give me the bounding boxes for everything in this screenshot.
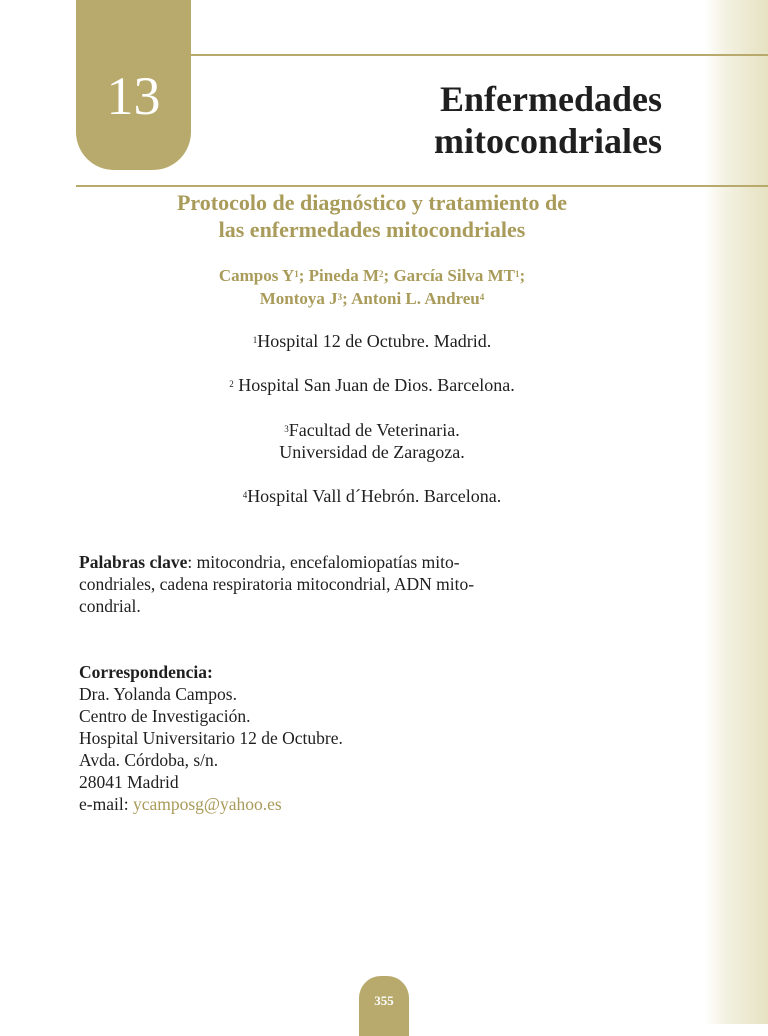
subtitle-line1: Protocolo de diagnóstico y tratamiento de [176,190,568,215]
correspondence-email-line [79,793,679,815]
affiliation-sup: 4 [242,490,248,500]
email-link[interactable]: ycamposg@yahoo.es [132,794,282,814]
correspondence-address: Avda. Córdoba, s/n. [79,750,219,770]
correspondence-name: Dra. Yolanda Campos. [79,684,237,704]
author-name: Montoya J [259,289,338,308]
correspondence-hospital: Hospital Universitario 12 de Octubre. [79,728,343,748]
affiliation-sup: 2 [229,379,234,389]
author-list [80,264,664,310]
author-affil-sup: 1 [514,269,520,279]
affiliation-text: Facultad de Veterinaria. [288,420,460,440]
keywords-line2: condriales, cadena respiratoria mitocondrial, ADN mito- [79,574,475,594]
correspondence-city: 28041 Madrid [79,772,179,792]
author-affil-sup: 1 [294,269,299,279]
keywords-line3: condrial. [79,596,141,616]
correspondence-center: Centro de Investigación. [79,706,251,726]
affiliation-text: Hospital San Juan de Dios. Barcelona. [233,375,515,395]
affiliation-sup: 1 [252,335,258,345]
author-affil-sup: 3 [337,292,343,302]
author-name: ; García Silva MT [383,266,515,285]
affiliation-3 [80,419,664,463]
keywords-line1 [79,551,664,573]
affiliation-line: Universidad de Zaragoza. [279,442,465,462]
keywords-text: : mitocondria, encefalomiopatías mito- [187,552,460,572]
affiliation-text: Hospital Vall d´Hebrón. Barcelona. [247,486,502,506]
correspondence-block [79,661,679,815]
affiliation-line [80,419,664,441]
affiliation-text: Hospital 12 de Octubre. Madrid. [257,331,492,351]
author-line1 [80,264,664,287]
header-rule-bottom [76,185,768,187]
affiliation-sup: 3 [284,424,289,434]
author-name: ; Pineda M [298,266,380,285]
affiliation-4 [80,485,664,507]
correspondence-heading: Correspondencia: [79,662,213,682]
chapter-title-line1: Enfermedades [440,79,662,119]
author-affil-sup: 4 [479,292,485,302]
protocol-subtitle [80,189,664,243]
affiliation-line [80,330,664,352]
affiliation-2 [80,374,664,396]
author-affil-sup: 2 [379,269,384,279]
author-line2 [80,287,664,310]
author-name: ; Antoni L. Andreu [342,289,480,308]
affiliation-line [80,485,664,507]
subtitle-line2: las enfermedades mitocondriales [218,217,526,242]
keywords-label: Palabras clave [79,552,188,572]
author-separator: ; [519,266,526,285]
affiliation-1 [80,330,664,352]
chapter-title [434,78,662,162]
chapter-number: 13 [106,66,161,126]
affiliation-line [80,374,664,396]
chapter-title-line2: mitocondriales [434,121,662,161]
keywords-paragraph [79,551,664,617]
author-name: Campos Y [218,266,295,285]
page-number: 355 [374,993,394,1008]
page-edge-shading [704,0,768,1024]
email-label: e-mail: [79,794,133,814]
